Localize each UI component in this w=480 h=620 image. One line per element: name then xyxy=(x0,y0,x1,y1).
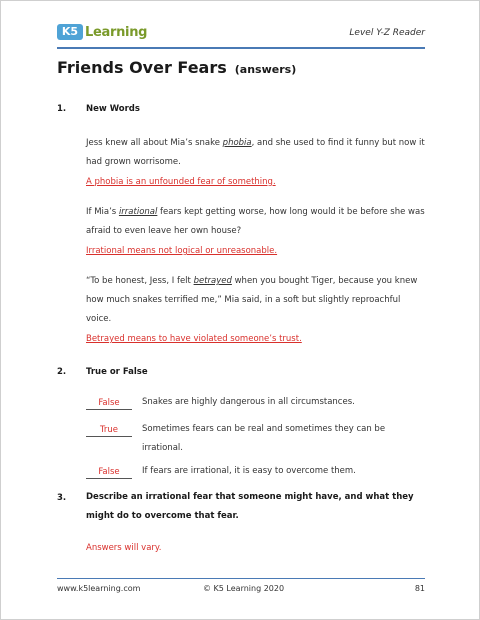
sentence-text: when you bought Tiger, because you knew how much snakes terrified me,” Mia said, in a soft but slightly reproachful voice. xyxy=(86,276,418,324)
true-false-item-1 xyxy=(86,397,426,412)
footer-divider xyxy=(57,578,425,579)
section-number: 1. xyxy=(57,104,67,114)
vocab-answer-2: Irrational means not logical or unreasonable. xyxy=(86,246,278,256)
sentence-text: , and she used to find it funny but now it had grown worrisome. xyxy=(86,138,425,167)
logo-learning-text: Learning xyxy=(85,24,148,40)
section-number: 2. xyxy=(57,367,67,377)
sentence-text: “To be honest, Jess, I felt xyxy=(86,276,194,286)
logo-k5-badge: K5 xyxy=(57,24,83,40)
title-suffix: (answers) xyxy=(234,63,297,76)
tf-statement: Sometimes fears can be real and sometimes they can be irrational. xyxy=(142,424,386,453)
worksheet-title xyxy=(57,58,296,77)
k5-learning-logo xyxy=(57,24,147,40)
section-number-3 xyxy=(57,493,86,503)
tf-answer-blank: True xyxy=(86,424,132,437)
vocab-sentence-1 xyxy=(86,134,426,172)
open-question-answer: Answers will vary. xyxy=(86,543,162,553)
page-number: 81 xyxy=(414,584,425,593)
sentence-text: fears kept getting worse, how long would it be before she was afraid to even leave her own house? xyxy=(86,207,425,236)
true-false-item-3 xyxy=(86,466,426,481)
footer-website: www.k5learning.com xyxy=(57,584,141,593)
vocab-sentence-2 xyxy=(86,203,426,241)
tf-statement: If fears are irrational, it is easy to overcome them. xyxy=(142,466,356,476)
section-title: New Words xyxy=(86,104,140,114)
reader-level: Level Y-Z Reader xyxy=(349,28,425,38)
vocab-answer-3: Betrayed means to have violated someone’s trust. xyxy=(86,334,302,344)
section-title: True or False xyxy=(86,367,148,377)
open-question: Describe an irrational fear that someone might have, and what they might do to overcome that fear. xyxy=(86,492,414,521)
sentence-text: Jess knew all about Mia’s snake xyxy=(86,138,223,148)
footer-copyright: © K5 Learning 2020 xyxy=(203,584,285,593)
section-number: 3. xyxy=(57,493,67,503)
title-main: Friends Over Fears xyxy=(57,58,227,77)
section-heading-new-words xyxy=(57,104,140,114)
vocab-word: irrational xyxy=(118,207,158,217)
vocab-answer-1: A phobia is an unfounded fear of something. xyxy=(86,177,276,187)
tf-answer-blank: False xyxy=(86,397,132,410)
sentence-text: If Mia’s xyxy=(86,207,119,217)
section-heading-true-false xyxy=(57,367,148,377)
tf-statement: Snakes are highly dangerous in all circumstances. xyxy=(142,397,355,407)
page-header xyxy=(57,24,425,46)
tf-answer-blank: False xyxy=(86,466,132,479)
true-false-item-2 xyxy=(86,424,426,458)
vocab-word: phobia xyxy=(222,138,252,148)
vocab-word: betrayed xyxy=(193,276,232,286)
header-divider xyxy=(57,47,425,49)
vocab-sentence-3 xyxy=(86,272,426,329)
